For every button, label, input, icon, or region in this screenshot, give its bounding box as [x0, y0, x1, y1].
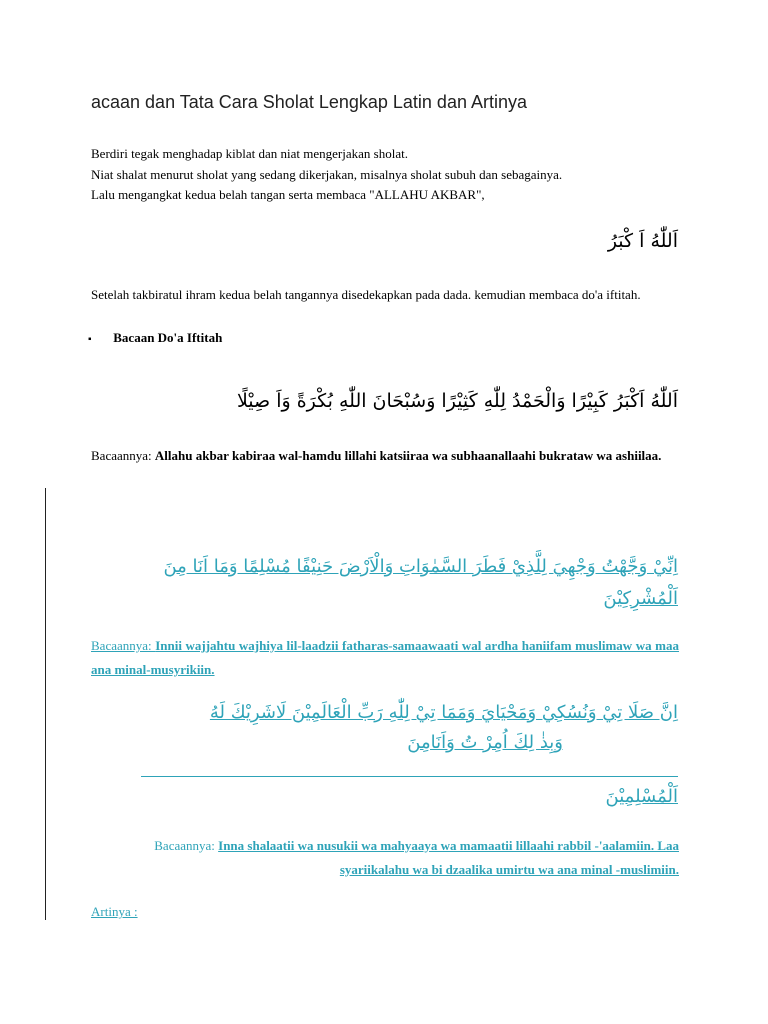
bacaan-latin: syariikalahu wa bi dzaalika umirtu wa ana minal -muslimiin.	[339, 862, 679, 877]
bullet-icon: ▪	[88, 334, 92, 345]
iftitah3-arabic-line1: اِنَّ صَلَا تِيْ وَنُسُكِيْ وَمَحْيَايَ وَمَمَا تِيْ لِلّٰهِ رَبِّ الْعَالَمِيْنَ لَاشَرِيْكَ لَهُ	[209, 702, 678, 723]
intro-line: Niat shalat menurut sholat yang sedang dikerjakan, misalnya sholat subuh dan sebagainya.	[91, 166, 563, 182]
iftitah3-arabic-line3: اَلْمُسْلِمِيْنَ	[605, 786, 678, 807]
teal-divider	[141, 776, 678, 777]
margin-line	[45, 488, 46, 920]
iftitah1-bacaan	[91, 444, 679, 468]
iftitah2-bacaan	[91, 634, 679, 682]
bullet-label: Bacaan Do'a Iftitah	[113, 330, 223, 345]
bacaan-prefix: Bacaannya:	[154, 838, 219, 853]
bacaan-line	[121, 858, 679, 882]
iftitah3-arabic-line2: وَبِذٰ لِكَ اُمِرْ تُ وَاَنَامِنَ	[407, 732, 563, 753]
iftitah2-arabic-line2: اَلْمُشْرِكِيْنَ	[603, 588, 678, 609]
takbir-arabic: اَللّٰهُ اَ كْبَرُ	[607, 230, 678, 252]
artinya-label: Artinya :	[91, 904, 138, 919]
bacaan-prefix: Bacaannya:	[91, 448, 155, 463]
after-takbir-text	[91, 285, 681, 306]
bullet-item	[88, 330, 222, 346]
bacaan-line	[121, 834, 679, 858]
iftitah2-arabic-line1: اِنِّيْ وَجَّهْتُ وَجْهِيَ لِلَّذِيْ فَطَرَ السَّمٰوَاتِ وَالْاَرْضَ حَنِيْفًا مُسْلِمًا وَمَا اَنَا مِنَ	[163, 556, 678, 577]
intro-paragraph	[91, 144, 681, 206]
bacaan-latin: Inna shalaatii wa nusukii wa mahyaaya wa mamaatii lillaahi rabbil -'aalamiin. Laa	[218, 838, 679, 853]
page-title: acaan dan Tata Cara Sholat Lengkap Latin dan Artinya	[91, 92, 527, 112]
bacaan-latin: Innii wajjahtu wajhiya lil-laadzii fatharas-samaawaati wal ardha haniifam muslimaw wa maa ana minal-musyrikiin.	[91, 638, 680, 677]
iftitah3-bacaan	[121, 834, 679, 882]
intro-line: Berdiri tegak menghadap kiblat dan niat mengerjakan sholat.	[91, 146, 408, 161]
iftitah1-arabic: اَللّٰهُ اَكْبَرُ كَبِيْرًا وَالْحَمْدُ لِلّٰهِ كَثِيْرًا وَسُبْحَانَ اللّٰهِ بُكْرَةً وَاَ صِيْلًا	[236, 390, 678, 412]
after-takbir-line: Setelah takbiratul ihram kedua belah tangannya disedekapkan pada dada. kemudian membaca do'a iftitah.	[91, 287, 641, 302]
bacaan-latin: Allahu akbar kabiraa wal-hamdu lillahi katsiiraa wa subhaanallaahi bukrataw wa ashiilaa.	[154, 448, 662, 463]
intro-line: Lalu mengangkat kedua belah tangan serta membaca "ALLAHU AKBAR",	[91, 187, 485, 202]
bacaan-prefix: Bacaannya:	[91, 638, 156, 653]
